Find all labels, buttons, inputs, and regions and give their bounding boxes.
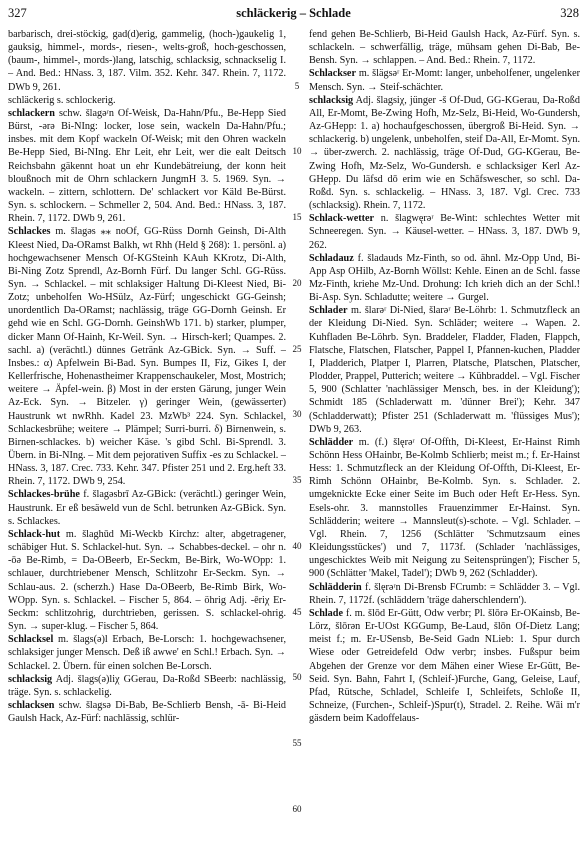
line-number: 10 <box>292 146 302 157</box>
entry-headword: Schlader <box>309 305 348 317</box>
left-column <box>8 28 286 855</box>
entry-body: Adj. šlags(ǝ)liχ GGerau, Da-Roßd SBeerb: nachlässig, träge. Syn. s. schlackelig. <box>8 673 286 698</box>
entry-headword: Schlack-hut <box>8 528 61 540</box>
entry-body: f. šlagǝsbrī Az-GBick: (verächtl.) geringer Wein, Haustrunk. Er eß besäweld vun de Schl. betrunken Az-GBick. Syn. s. Schlackes. <box>8 489 286 527</box>
dictionary-entry <box>309 436 580 581</box>
entry-body: m. (f.) šlęrǝʳ Of-Offth, Di-Kleest, Er-Hainst Rimh Schönn Hess OHainbr, Be-Kolmb Schlierb; meist m.; f. Er-Hainst Hess: 1. Schmutzfleck an der Kleidung Of-Offth, Di-Kleest, Er-Rimh Schönn OHainbr, Be-Kolmb. Syn. s. Schlader. 2. umgeknickte Ecke einer Seite im Buch oder Heft Er-Hess. Syn. Esels-ohr. 3. mannstolles Frauenzimmer Er-Hainst. Syn. Schlädderin; weitere → Mannsleut(s)-schote. – Vgl. Schlader. – Vgl. Rhein. 7, 1256 (Schlätter 'Schmutzsaum eines Kleidungsstückes') und 7, 1173f. (Schlader 'nachlässiges, ungeschicktes Weib mit Neigung zu Seitensprüngen'); Fischer 5, 900 (Schlätter 'Makel, Tadel'); DWb 9, 262 (Schladder). <box>309 436 580 580</box>
page-header <box>8 6 579 26</box>
entry-headword: Schlackser <box>309 68 356 80</box>
dictionary-entry <box>309 67 580 93</box>
line-number: 15 <box>292 212 302 223</box>
line-number: 40 <box>292 540 302 551</box>
entry-body: m. šlags(ǝ)l Erbach, Be-Lorsch: 1. hochgewachsener, schlaksiger junger Mensch. Deß iß awwe' en Schl.! Erbach. Syn. → Schlackel. 2. Übern. für einen solchen Be-Lorsch. <box>8 634 286 672</box>
entry-headword: Schlade <box>309 607 343 619</box>
dictionary-entry <box>309 212 580 251</box>
entry-body: m. šlarǝʳ Di-Nied, šlarǝʳ Be-Löhrb: 1. Schmutzfleck an der Kleidung Di-Nied. Syn. Schläder; weitere → Wapen. 2. Kuhfladen Be-Löhrb. Syn. Braddeler, Fladder, Fladen, Flappch, Flatsche, Flatschen, Flatscher, Pappel I, Pfannen-kuchen, Pladder I, Pladderich, Platper I, Plarren, Platsche, Platschen, Platscher, Plodder, Prappel, Putterich; weitere → Kühbraddel. – Vgl. Fischer 5, 900 (Schlatter 'nachlässiger Mensch, bes. in der Kleidung'); Schmidt 185 (Schladerwatt m. 'dünner Brei'); Kehr. 347 (Schladderwatt); Pfister 251 (Schladerwatt m. 'flüssiges Mus'); DWb 9, 263. <box>309 305 580 435</box>
page-number-right: 328 <box>560 6 579 20</box>
running-title: schläckerig – Schlade <box>236 6 351 20</box>
dictionary-entry <box>309 94 580 212</box>
entry-headword: schlacksen <box>8 699 55 711</box>
entry-body: f. m. šlōd Er-Gütt, Odw verbr; Pl. šlōrǝ Er-OKainsb, Be-Lörz, šlōrǝn Er-UOst KGGump, Be-Laud, šlōn Of-Dietz Lang; meist f.; m. Er-USensb, Be-Seid Gadn NLieb: 1. Spur durch Wiese oder Getreidefeld Odw verbr; insbes. Fußspur beim Abgehen der Grenze vor dem Mähen einer Wiese Er-Gütt, Be-Seid. Syn. Bahn, Fahrt I, (Schleif-)Furche, Gang, Geleise, Lauf, Pfad, Rütsche, Schladel, Schleife I, Schleifets, Schloße II, Schneize, (Furchen-, Schleif-)Spur(t), Stradel. 2. Reihe. Wāi m'r gäsdern beim Kadoffelaus- <box>309 607 580 725</box>
entry-body: m. šlägsǝʳ Er-Momt: langer, unbeholfener, ungelenker Mensch. Syn. → Steif-schächter. <box>309 68 580 93</box>
right-column <box>309 28 580 855</box>
dictionary-entry <box>8 28 286 94</box>
line-number: 20 <box>292 277 302 288</box>
dictionary-entry <box>8 699 286 725</box>
dictionary-entry <box>8 488 286 527</box>
line-number: 25 <box>292 343 302 354</box>
entry-headword: Schlädderin <box>309 581 362 593</box>
dictionary-entry <box>309 304 580 436</box>
line-number-gutter <box>287 28 307 855</box>
dictionary-entry <box>8 94 286 107</box>
dictionary-entry <box>309 28 580 67</box>
line-number: 60 <box>292 803 302 814</box>
entry-headword: Schladauz <box>309 252 354 264</box>
line-number: 55 <box>292 738 302 749</box>
line-number: 5 <box>294 80 300 91</box>
dictionary-entry <box>309 252 580 305</box>
entry-headword: schlacksig <box>309 94 354 106</box>
entry-headword: Schlack-wetter <box>309 213 375 225</box>
entry-body: Adj. šlagsiχ, jünger -š Of-Dud, GG-KGerau, Da-Roßd All, Er-Momt, Be-Zwing Hofh, Mz-Selz, Bi-Heid, Wo-Gundersh, Az-GHepp: 1. a) hochaufgeschossen, übergroß Bi-Heid. Syn. → schlackerig. b) ungelenk, unbeholfen, steif Da-All, Er-Momt. Syn. → über-zwerch. 2. nachlässig, träge Of-Dud, GG-KGerau, Be-Zwing Hofh, Mz-Selz, Wo-Gundersh. e schlacksiger Kerl Az-GHepp. Du läfsd dō erim wie en Schāfswescher, so schl. Da-Roßd. Syn. s. schlackelig. – HNass. 3, 187. Vgl. Crec. 733 (schlacksig). Rhein. 7, 1172. <box>309 94 580 212</box>
entry-body: schw. šlagsǝ Di-Bab, Be-Schlierb Bensh, -ā- Bi-Heid Gaulsh Hack, Az-Fürf: nachlässig, schlür- <box>8 699 286 725</box>
line-number: 45 <box>292 606 302 617</box>
entry-headword: Schlädder <box>309 436 354 448</box>
dictionary-entry <box>8 528 286 633</box>
page-number-left: 327 <box>8 6 27 20</box>
entry-body: m. šlagǝs ⁎⁎ noOf, GG-Rüss Dornh Geinsh, Di-Alth Kleest Nied, Da-ORamst Balkh, wt Rhh (Held § 268): 1. persönl. a) hochgewachsener Mensch Of-KGSteinh KAuh KKrotz, Di-Alth, Bi-Ning Zotz Sprendl, Az-Bornh Fürf. Du langer Schl. GG-Rüss. Syn. → Schlackel. – mit schlaksiger Haltung Di-Kleest Nied, Bi-Zotz; unbeholfen Wo-HSülz, Az-Fürf; ungeschickt GG-Geinsh; unordentlich Da-ORamst; nachlässig, träge GG-Dornh Geinsh. Er gehd wie en Schl. GG-Dornh. GeinshWb 171. b) starker, plumper, dicker Mann Of-Hainh, Kr-Weil. Syn. → Hirsch-kerl; Quampes. 2. sachl. a) (verächtl.) dünnes Getränk Az-GBick. Syn. → Suff. – Insbes.: α) Apfelwein Bi-Bad. Syn. Bumpes II, Fiz, Gikes I, der Kellerfrische, Hohenastheimer Krappenschaukeler, Most, Mostrich; weitere → Äpfel-wein. β) Most in der ersten Gärung, junger Wein Az-Eck. Syn. → Bitzeler. γ) geringer Wein, (gewässerter) Haustrunk wt nwRhh. Kadel 23. MzWb³ 224. Syn. Schlackel, Schlackesbrühe; weitere → Plämpel; Surri-burri. δ) Birnenwein, s. Birnen-schlackes. b) weicher Käse. 's gibd Schl. Bi-Sprendl. 3. Übern. in Bi-NIng. – Mit dem pejorativen Suffix -es zu Schlackel. – HNass. 3, 187. Crec. 733. Kehr. 347. Pfister 251 und 2. Erg.heft 33. Rhein. 7, 1172. DWb 9, 254. <box>8 226 286 488</box>
entry-headword: Schlackes-brühe <box>8 489 80 501</box>
line-number: 35 <box>292 475 302 486</box>
dictionary-entry <box>8 633 286 672</box>
dictionary-entry <box>8 107 286 225</box>
entry-body: n. šlagwęrǝʳ Be-Wint: schlechtes Wetter mit Schneeregen. Syn. → Käusel-wetter. – HNass. 3, 187. DWb 9, 262. <box>309 213 580 251</box>
dictionary-entry <box>8 673 286 699</box>
dictionary-entry <box>8 225 286 488</box>
line-number: 50 <box>292 672 302 683</box>
entry-body: barbarisch, drei-stöckig, gad(d)erig, gammelig, (hoch-)gaukelig 1, gauksig, himmel-, mords-, riesen-, welts-groß, hoch-geschossen, (baum-, himmel-, mords-)lang, latschig, schlacksig, schnackselig I. – And. Bed.: HNass. 3, 187. Vilm. 352. Kehr. 347. Rhein. 7, 1172. DWb 9, 261. <box>8 29 286 93</box>
entry-headword: schlackern <box>8 107 55 119</box>
entry-body: f. šlęrǝʳn Di-Brensb FCrumb: = Schlädder 3. – Vgl. Rhein. 7, 1172f. (schläddern 'träge daherschlendern'). <box>309 581 580 606</box>
entry-body: m. šlaghūd Mi-Weckb Kirchz: alter, abgetragener, schäbiger Hut. S. Schlackel-hut. Syn. → Schabbes-deckel. – ohr n. -ōǝ Be-Rimb, = Da-OBeerb, Er-Seckm, Be-Birk, Wo-WOpp: 1. schlauer, durchtriebener Mensch, Schlitzohr Er-Seckm. Syn. → Schlau-aus. 2. (scherzh.) Hase Da-OBeerb, Be-Rimb Birk, Wo-WOpp. Syn. s. Schlackel. – Fischer 5, 864. – öhrig Adj. -ēriχ Er-Seckm: schlitzohrig, durchtrieben, gerissen. S. schlackel-ohrig. Syn. → super-klug. – Fischer 5, 864. <box>8 528 286 633</box>
entry-body: f. šladauds Mz-Finth, so od. ähnl. Mz-Opp Und, Bi-App Asp OHilb, Az-Bornh Wöllst: Kehle. Einen an de Schl. fasse Mz-Finth, kriehe Mz-Und. Drohung: Ich krieh dich an der Schl.! Bi-Asp. Syn. Schladutte; weitere → Gurgel. <box>309 252 580 304</box>
entry-headword: Schlackes <box>8 226 51 238</box>
dictionary-entry <box>309 607 580 725</box>
dictionary-entry <box>309 581 580 607</box>
entry-body: schw. šlagǝʳn Of-Weisk, Da-Hahn/Pfu., Be-Hepp Sied Bürst, -ǝrǝ Bi-NIng: locker, lose sein, wackeln Da-Hahn/Pfu.; insbes. mit dem Kopf wackeln Of-Weisk; mit den Ohren wackeln Be-Hepp Sied, Bi-NIng. Ehr Leit, ehr Leit, wer die ealt Deitsch Reichsbahn gäkennt hoat un ehr Kundebätreiung, der konn heit bloußnoch mit de Ohrn schlackern JungmH 3. 5. 1969. Syn. → wackeln. – zittern, schlottern. De' schlackert vor Käld Be-Bürst. Syn. s. schlockern. – Schmeller 2, 504. And. Bed.: HNass. 3, 187. Rhein. 7, 1172. DWb 9, 261. <box>8 107 286 225</box>
entry-headword: schlacksig <box>8 673 53 685</box>
entry-body: schläckerig s. schlockerig. <box>8 94 116 106</box>
line-number: 30 <box>292 409 302 420</box>
entry-headword: Schlacksel <box>8 634 54 646</box>
entry-body: fend gehen Be-Schlierb, Bi-Heid Gaulsh Hack, Az-Fürf. Syn. s. schlackeln. – schwerfällig, träge, mühsam gehen Di-Bab, Be-Bensh. Syn. → schlappen. – And. Bed.: Rhein. 7, 1172. <box>309 29 580 67</box>
